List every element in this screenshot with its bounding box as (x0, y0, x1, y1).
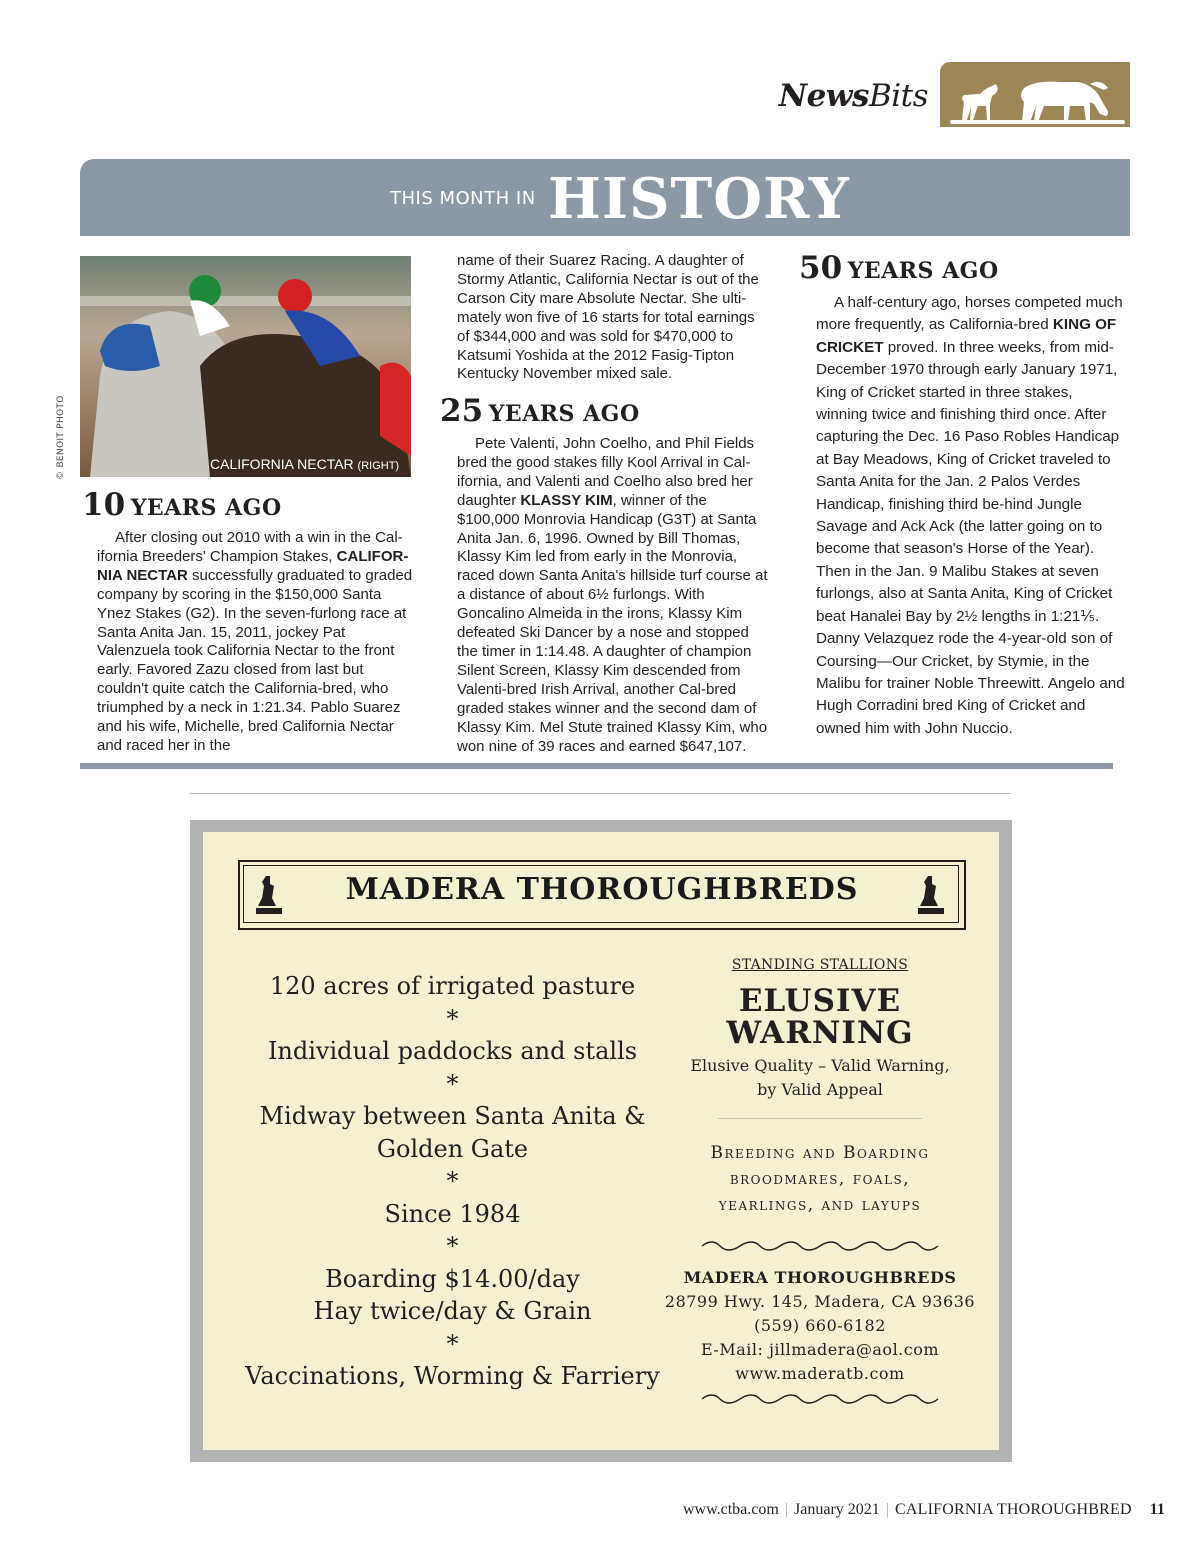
page-footer: www.ctba.com | January 2021 | CALIFORNIA THOROUGHBRED 11 (683, 1501, 1165, 1518)
feature-line: Vaccinations, Worming & Farriery (245, 1362, 660, 1390)
heading-25-years: 25 YEARS AGO (440, 393, 640, 429)
contact-website[interactable]: www.maderatb.com (735, 1364, 905, 1383)
feature-line: Since 1984 (384, 1199, 521, 1228)
footer-magazine: CALIFORNIA THOROUGHBRED (895, 1501, 1132, 1518)
article-50-years-body: A half-century ago, horses competed much more frequently, as California-bred KING OF CRICKET proved. In three weeks, from mid-December 1970 through early January 1971, King of Cricket started in three stakes, winning twice and finishing third once. After capturing the Dec. 16 Paso Robles Handicap at Bay Meadows, King of Cricket traveled to Santa Anita for the Jan. 2 Palos Verdes Handicap, finishing third be-hind Jungle Savage and Ack Ack (the latter going on to become that season's Horse of the Year). Then in the Jan. 9 Malibu Stakes at seven furlongs, also at Santa Anita, King of Cricket beat Hanalei Bay by 2½ lengths in 1:21⅕. Danny Velazquez rode the 4-year-old son of Coursing—Our Cricket, by Stymie, in the Malibu for trainer Noble Threewitt. Angelo and Hugh Corradini bred King of Cricket and owned him with John Nuccio. (816, 294, 1125, 737)
ad-separator (718, 1118, 922, 1119)
horse-silhouette-icon (940, 62, 1130, 127)
article-25-years-body: Pete Valenti, John Coelho, and Phil Fields bred the good stakes filly Kool Arrival in Cal-ifornia, and Valenti and Coelho also bred her daughter KLASSY KIM, winner of the $100,000 Monrovia Handicap (G3T) at Santa Anita Jan. 6, 1996. Owned by Bill Thomas, Klassy Kim led from early in the Monrovia, raced down Santa Anita's hillside turf course at a distance of about 6½ furlongs. With Goncalino Almeida in the irons, Klassy Kim defeated Ski Dancer by a nose and stopped the timer in 1:14.48. A daughter of champion Silent Screen, Klassy Kim descended from Valenti-bred Irish Arrival, another Cal-bred graded stakes winner and the second dam of Klassy Kim. Mel Stute trained Klassy Kim, who won nine of 39 races and earned $647,107. (457, 435, 768, 755)
contact-info (660, 1266, 980, 1386)
ad-title: MADERA THOROUGHBREDS (345, 872, 859, 907)
section-divider (80, 763, 1113, 769)
flourish-ornament-icon (700, 1391, 940, 1411)
ad-divider (190, 793, 1011, 794)
footer-date: January 2021 (794, 1501, 880, 1518)
flourish-ornament-icon (700, 1238, 940, 1258)
photo-caption: CALIFORNIA NECTAR (RIGHT) (210, 456, 400, 472)
article-10-years-continued: name of their Suarez Racing. A daughter of Stormy Atlantic, California Nectar is out of the Carson City mare Absolute Nectar. She ulti-mately won five of 16 starts for total earnings of $344,000 and was sold for $470,000 to Katsumi Yoshida at the 2012 Fasig-Tipton Kentucky November mixed sale. (457, 252, 759, 383)
feature-line: Individual paddocks and stalls (267, 1037, 638, 1065)
feature-separator: * (446, 1069, 459, 1098)
breeding-services: Breeding and Boarding broodmares, foals, yearlings, and layups (710, 1143, 930, 1215)
section-title: NewsBits (778, 78, 928, 114)
race-photo (80, 256, 411, 477)
contact-phone[interactable]: (559) 660-6182 (754, 1316, 886, 1335)
feature-line: 120 acres of irrigated pasture (269, 972, 636, 1000)
feature-separator: * (446, 1232, 459, 1260)
banner-subtitle: THIS MONTH IN (390, 188, 536, 209)
banner-title: HISTORY (548, 166, 850, 232)
article-10-years-body: After closing out 2010 with a win in the Cal-ifornia Breeders' Champion Stakes, CALIFOR-NIA NECTAR successfully graduated to graded company by scoring in the $150,000 Santa Ynez Stakes (G2). In the seven-furlong race at Santa Anita Jan. 15, 2011, jockey Pat Valenzuela took California Nectar to the front early. Favored Zazu closed from last but couldn't quite catch the California-bred, who triumphed by a neck in 1:21.34. Pablo Suarez and his wife, Michelle, bred California Nectar and raced her in the (97, 529, 413, 754)
photo-credit: © BENOIT PHOTO (56, 395, 66, 480)
stallion-pedigree: Elusive Quality – Valid Warning, by Valid Appeal (690, 1056, 950, 1099)
feature-separator: * (446, 1004, 459, 1033)
ad-features (240, 970, 665, 1393)
feature-line: Hay twice/day & Grain (313, 1297, 592, 1325)
contact-name: MADERA THOROUGHBREDS (683, 1268, 957, 1287)
page-number: 11 (1149, 1501, 1165, 1518)
footer-site[interactable]: www.ctba.com (683, 1501, 779, 1518)
heading-50-years: 50 YEARS AGO (799, 250, 999, 286)
feature-line: Boarding $14.00/day (325, 1264, 580, 1293)
feature-line: Midway between Santa Anita & Golden Gate (259, 1102, 646, 1163)
heading-10-years: 10 YEARS AGO (82, 487, 282, 523)
contact-email[interactable]: E-Mail: jillmadera@aol.com (700, 1340, 940, 1359)
contact-address: 28799 Hwy. 145, Madera, CA 93636 (664, 1292, 976, 1311)
stallion-name: ELUSIVE WARNING (726, 983, 914, 1051)
feature-separator: * (446, 1329, 459, 1358)
feature-separator: * (446, 1167, 459, 1195)
standing-stallions-label: STANDING STALLIONS (731, 957, 909, 973)
